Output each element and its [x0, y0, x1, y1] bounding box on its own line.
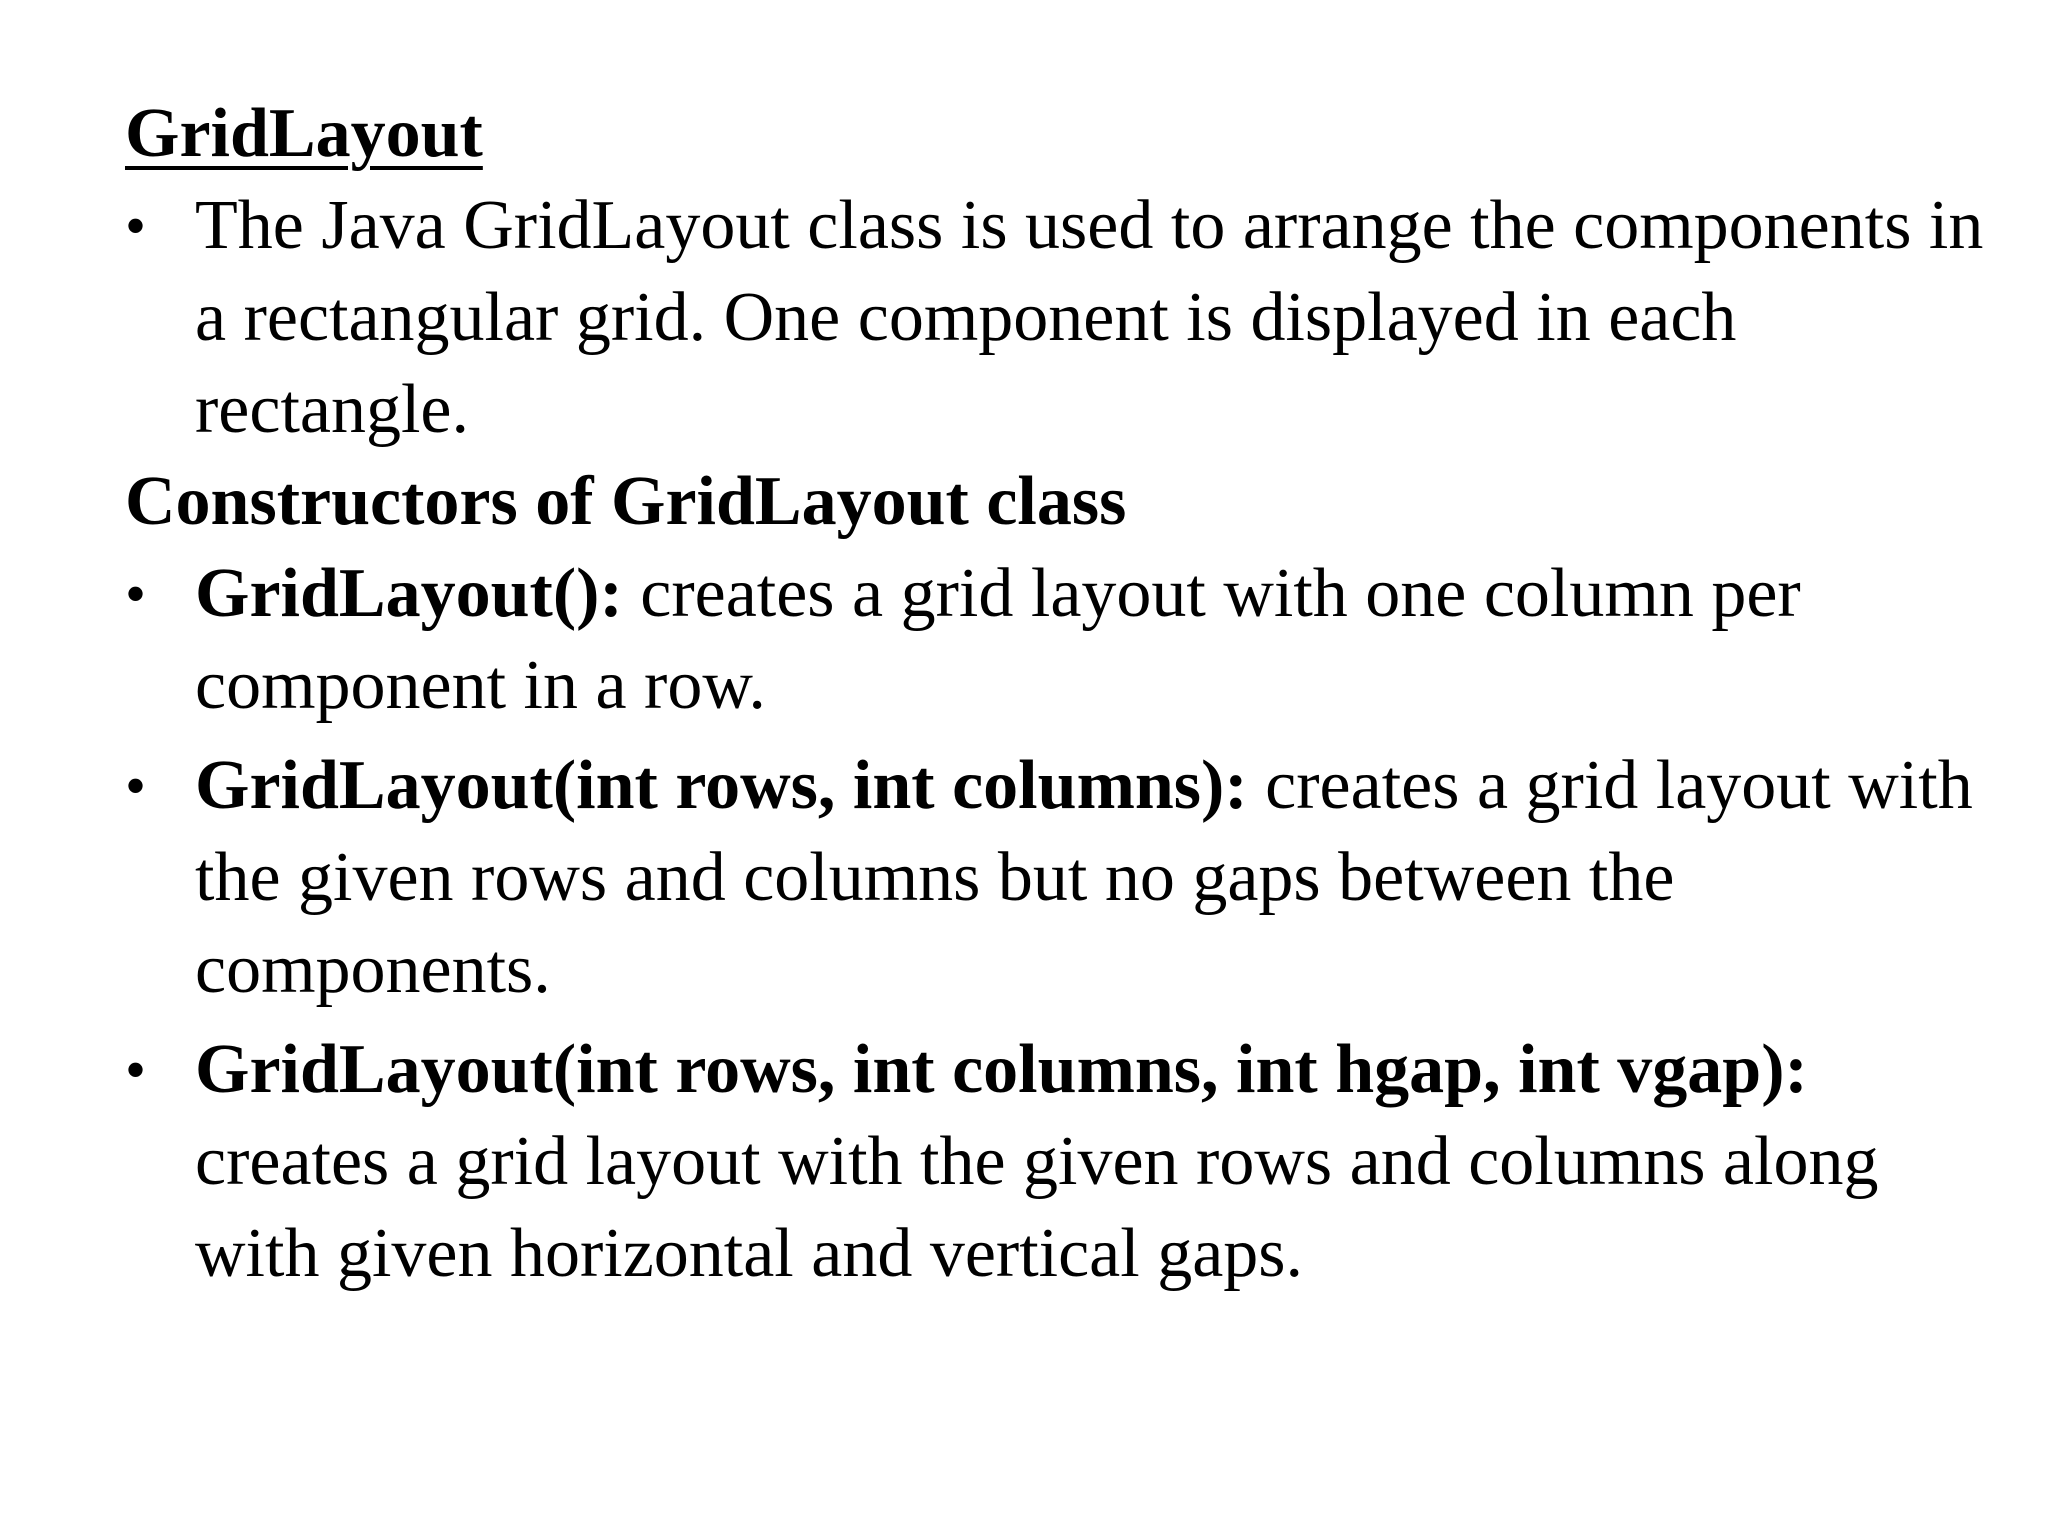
- constructor-description: creates a grid layout with one column per component in a row.: [195, 555, 1801, 724]
- spacer: [125, 1016, 1995, 1024]
- constructor-description: creates a grid layout with the given rows and columns along with given horizontal and vertical gaps.: [195, 1123, 1879, 1292]
- intro-list: [125, 180, 1995, 456]
- constructor-description: creates a grid layout with the given rows and columns but no gaps between the components.: [195, 747, 1973, 1008]
- slide-content: [125, 88, 1995, 1300]
- constructor-signature: GridLayout(int rows, int columns, int hgap, int vgap):: [195, 1031, 1808, 1108]
- spacer: [125, 732, 1995, 740]
- slide-title: GridLayout: [125, 95, 483, 172]
- constructor-list: [125, 548, 1995, 1300]
- constructor-signature: GridLayout():: [195, 555, 623, 632]
- constructor-item-rows-columns-gaps: [125, 1024, 1995, 1300]
- bullet-icon: •: [125, 561, 147, 627]
- intro-item: [125, 180, 1995, 456]
- constructor-item-rows-columns: [125, 740, 1995, 1016]
- constructor-item-default: [125, 548, 1995, 732]
- intro-text: The Java GridLayout class is used to arrange the components in a rectangular grid. One component is displayed in each rectangle.: [195, 187, 1984, 448]
- bullet-icon: •: [125, 193, 147, 259]
- section-heading: Constructors of GridLayout class: [125, 463, 1127, 540]
- bullet-icon: •: [125, 753, 147, 819]
- constructor-signature: GridLayout(int rows, int columns):: [195, 747, 1248, 824]
- bullet-icon: •: [125, 1037, 147, 1103]
